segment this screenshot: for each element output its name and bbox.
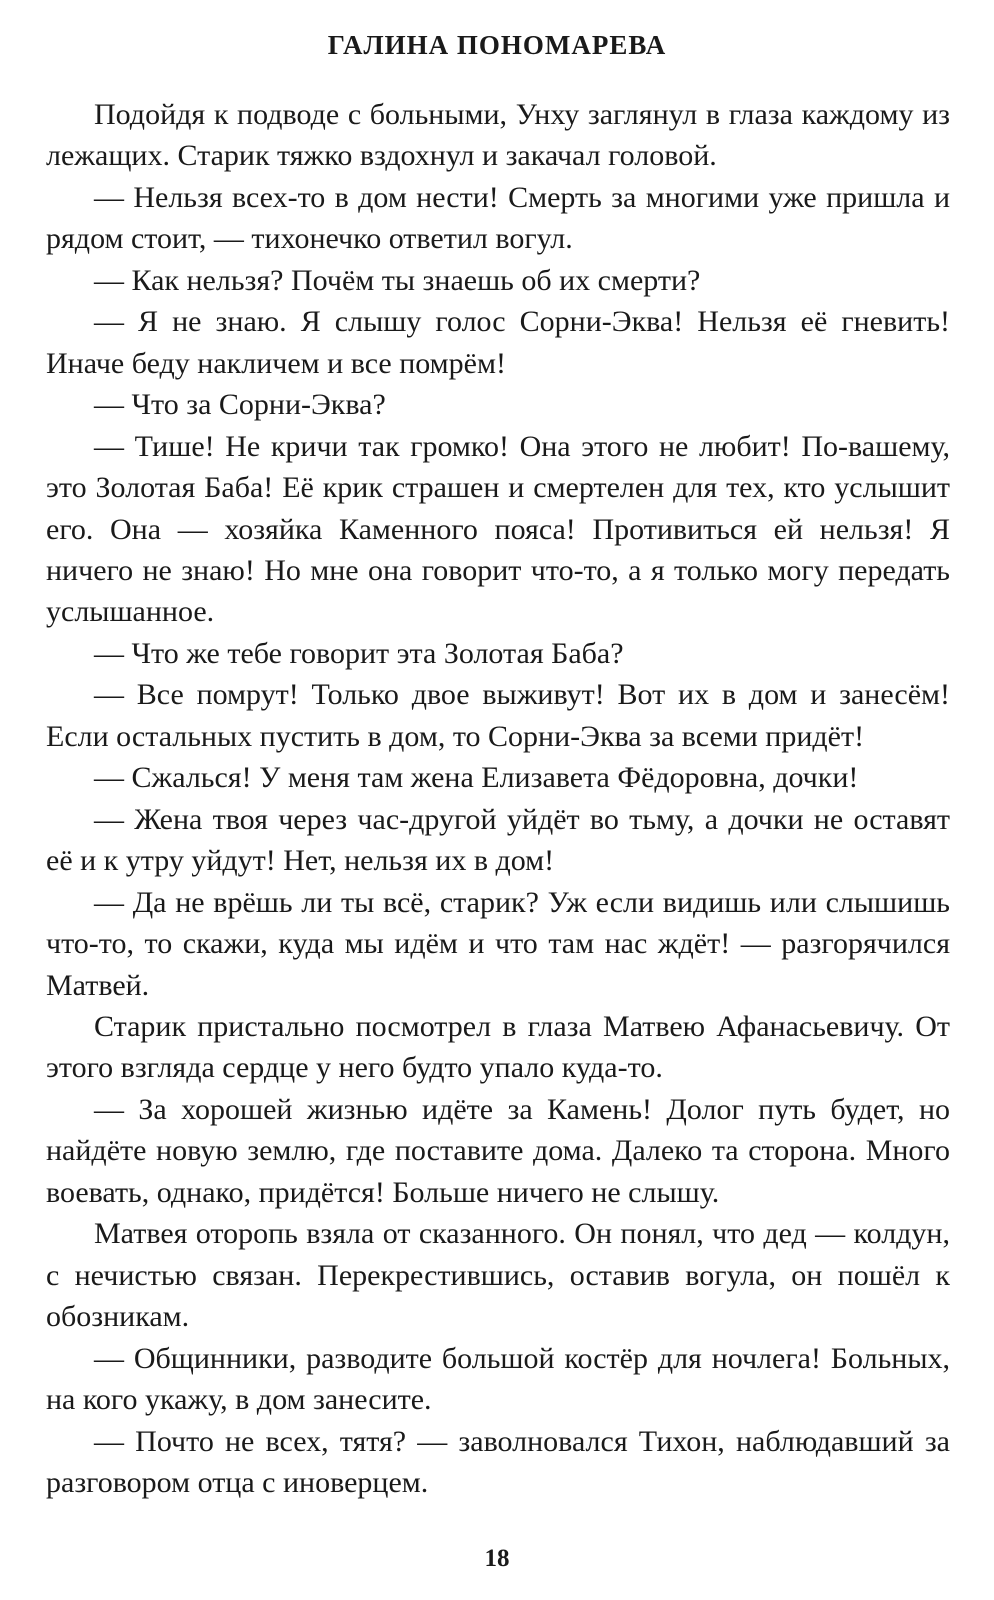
paragraph: — Что же тебе говорит эта Золотая Баба? <box>94 636 624 670</box>
page-number: 18 <box>484 1545 510 1572</box>
paragraph: — Да не врёшь ли ты всё, старик? Уж если видишь или слышишь что-то, то скажи, куда мы идём и что там нас ждёт! — разгорячился Матвей. <box>46 885 950 1002</box>
paragraph: Подойдя к подводе с больными, Унху заглянул в глаза каждому из лежащих. Старик тяжко вздохнул и закачал головой. <box>46 98 950 173</box>
running-head-author: ГАЛИНА ПОНОМАРЕВА <box>327 30 667 60</box>
paragraph: — Я не знаю. Я слышу голос Сорни-Эква! Нельзя её гневить! Иначе беду накличем и все помрём! <box>46 305 950 380</box>
paragraph: — Тише! Не кричи так громко! Она этого не любит! По-вашему, это Золотая Баба! Её крик страшен и смертелен для тех, кто услышит его. Она — хозяйка Каменного пояса! Противиться ей нельзя! Я ничего не знаю! Но мне она говорит что-то, а я только могу передать услышанное. <box>46 429 950 629</box>
paragraph: — За хорошей жизнью идёте за Камень! Долог путь будет, но найдёте новую землю, где поставите дома. Далеко та сторона. Много воевать, однако, придётся! Больше ничего не слышу. <box>46 1092 950 1209</box>
paragraph: — Что за Сорни-Эква? <box>94 388 386 422</box>
paragraph: — Сжалься! У меня там жена Елизавета Фёдоровна, дочки! <box>94 761 859 795</box>
paragraph: — Жена твоя через час-другой уйдёт во тьму, а дочки не оставят её и к утру уйдут! Нет, нельзя их в дом! <box>46 802 950 878</box>
paragraph: — Почто не всех, тятя? — заволновался Тихон, наблюдавший за разговором отца с иноверцем. <box>46 1424 950 1499</box>
paragraph: — Все помрут! Только двое выживут! Вот их в дом и занесём! Если остальных пустить в дом, то Сорни-Эква за всеми придёт! <box>46 678 950 753</box>
paragraph: Матвея оторопь взяла от сказанного. Он понял, что дед — колдун, с нечистью связан. Перекрестившись, оставив вогула, он пошёл к обозникам. <box>46 1217 950 1334</box>
body-text <box>46 94 950 1503</box>
paragraph: — Нельзя всех-то в дом нести! Смерть за многими уже пришла и рядом стоит, — тихонечко ответил вогул. <box>46 180 950 256</box>
paragraph: Старик пристально посмотрел в глаза Матвею Афанасьевичу. От этого взгляда сердце у него будто упало куда-то. <box>46 1009 950 1085</box>
paragraph: — Как нельзя? Почём ты знаешь об их смерти? <box>94 263 701 297</box>
paragraph: — Общинники, разводите большой костёр для ночлега! Больных, на кого укажу, в дом занесите. <box>46 1341 950 1417</box>
